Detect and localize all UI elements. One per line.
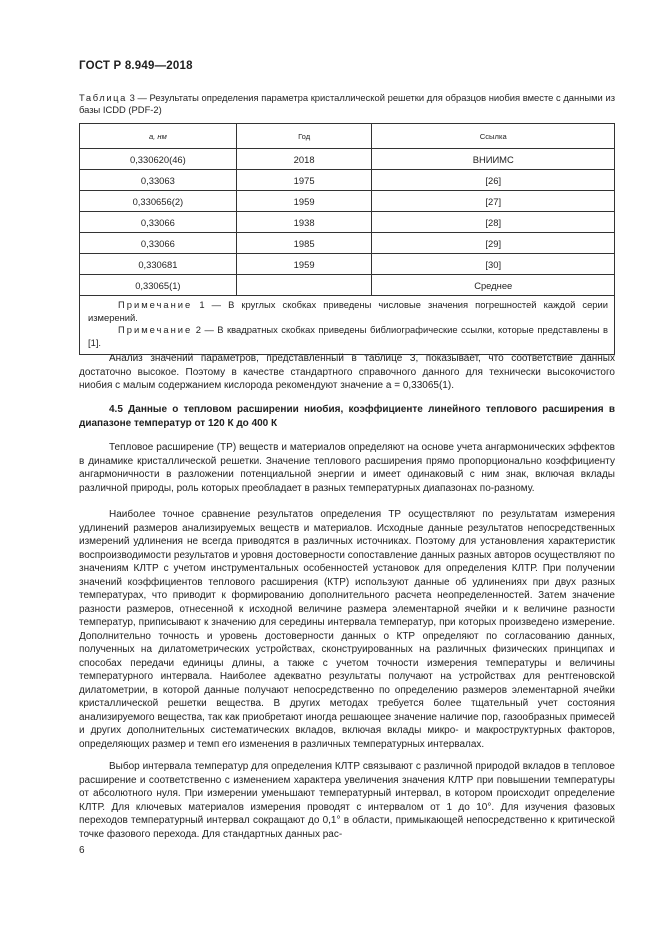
column-header-a: a, нм: [80, 124, 237, 149]
cell-reference: Среднее: [372, 275, 615, 296]
table-caption-label: Таблица: [79, 92, 127, 103]
body-paragraph-2: Наиболее точное сравнение результатов определения ТР осуществляют по результатам измерения удлинений размеров анализируемых веществ и материалов. Исходные данные результатов непосредственных измерений удлинения не всегда приводятся в различных источниках. Поэтому для установления характеристик воспроизводимости результатов и уровня достоверности сопоставление данных разных авторов осуществляют по значениям КЛТР с учетом инструментальных особенностей установок для определения КЛТР. При получении значений коэффициентов теплового расширения (КТР) используют данные об удлинениях при двух разных температурах, что приводит к формированию дополнительного расчета неопределенностей. Затем значение разности размеров, отнесенной к исходной величине размера элементарной ячейки и к величине разности температур, приписывают к значению для середины интервала температур, при которых произведено измерение. Дополнительно точность и уровень достоверности данных о КТР определяют по согласованию данных, полученных на дилатометрических устройствах, сконструированных на различных физических принципах и способах передачи единицы длины, а также с учетом точности измерения температуры и величины температурного интервала. Наиболее адекватно результаты получают на устройствах для рентгеновской дилатометрии, в которой данные получают непосредственно по определению размеров элементарной ячейки кристаллической решетки вещества. В других методах требуется более тщательный учет состояния анализируемого вещества, так как приобретают иногда решающее значение наличие пор, газообразных примесей и других дополнительных систематических вкладов, включая вклады микро- и макроструктурных факторов, определяющих размер и темп его изменения в различных температурных интервалах.: [79, 509, 615, 750]
table-note-1: [88, 299, 608, 324]
column-header-reference: Ссылка: [372, 124, 615, 149]
table-row: [80, 149, 615, 170]
cell-reference: [27]: [372, 191, 615, 212]
cell-year: 1938: [236, 212, 372, 233]
table-caption-text: 3 — Результаты определения параметра кристаллической решетки для образцов ниобия вместе с данными из базы ICDD (PDF-2): [79, 92, 615, 115]
cell-a: 0,330681: [80, 254, 237, 275]
table-row: [80, 254, 615, 275]
section-heading: 4.5 Данные о тепловом расширении ниобия, коэффициенте линейного теплового расширения в диапазоне температур от 120 К до 400 К: [79, 404, 615, 429]
lattice-parameter-table: [79, 123, 615, 355]
table-row: [80, 212, 615, 233]
cell-a: 0,33065(1): [80, 275, 237, 296]
table-header-row: [80, 124, 615, 149]
cell-a: 0,330620(46): [80, 149, 237, 170]
column-header-year: Год: [236, 124, 372, 149]
cell-reference: [28]: [372, 212, 615, 233]
cell-reference: ВНИИМС: [372, 149, 615, 170]
table-row-average: [80, 275, 615, 296]
cell-year: 1975: [236, 170, 372, 191]
table-note-2: [88, 324, 608, 349]
cell-a: 0,33063: [80, 170, 237, 191]
table-notes: [80, 296, 615, 355]
table-row: [80, 191, 615, 212]
cell-year: 1959: [236, 254, 372, 275]
table-caption: [79, 92, 615, 116]
cell-reference: [26]: [372, 170, 615, 191]
cell-year: 1959: [236, 191, 372, 212]
note-text: 1 — В круглых скобках приведены числовые значения погрешностей каждой серии измерений.: [88, 299, 608, 323]
cell-reference: [30]: [372, 254, 615, 275]
cell-reference: [29]: [372, 233, 615, 254]
table-row: [80, 233, 615, 254]
page-number: 6: [79, 845, 85, 856]
body-paragraph-1: Тепловое расширение (ТР) веществ и материалов определяют на основе учета ангармонических эффектов в динамике кристаллической решетки. Значение теплового расширения прямо пропорционально коэффициенту ангармоничности в разложении потенциальной энергии и имеет одинаковый с ним знак, включая вклады различной природы, роль которых преобладает в разных температурных диапазонах по-разному.: [79, 442, 615, 494]
document-header: ГОСТ Р 8.949—2018: [79, 60, 193, 72]
note-label: Примечание: [118, 324, 193, 335]
body-paragraph-3: Выбор интервала температур для определения КЛТР связывают с различной природой вкладов в тепловое расширение и соответственно с изменением характера увеличения значения КЛТР при повышении температуры от абсолютного нуля. При измерении уменьшают температурный интервал, в котором происходит определение КЛТР. Для ключевых материалов измерения проводят с интервалом от 1 до 10°. Для изучения фазовых переходов температурный интервал сокращают до 0,1° в области, примыкающей непосредственно к критической точке фазового перехода. Для стандартных данных рас-: [79, 761, 615, 840]
cell-year: [236, 275, 372, 296]
cell-year: 1985: [236, 233, 372, 254]
table-row: [80, 170, 615, 191]
note-label: Примечание: [118, 299, 193, 310]
cell-a: 0,330656(2): [80, 191, 237, 212]
cell-a: 0,33066: [80, 212, 237, 233]
cell-year: 2018: [236, 149, 372, 170]
note-text: 2 — В квадратных скобках приведены библиографические ссылки, которые представлены в [1].: [88, 324, 608, 348]
analysis-paragraph: Анализ значений параметров, представленный в таблице 3, показывает, что соответствие данных достаточно высокое. Поэтому в качестве стандартного справочного данного для технически высокочистого ниобия с малым содержанием кислорода рекомендуют значение а = 0,33065(1).: [79, 353, 615, 391]
cell-a: 0,33066: [80, 233, 237, 254]
table-notes-row: [80, 296, 615, 355]
